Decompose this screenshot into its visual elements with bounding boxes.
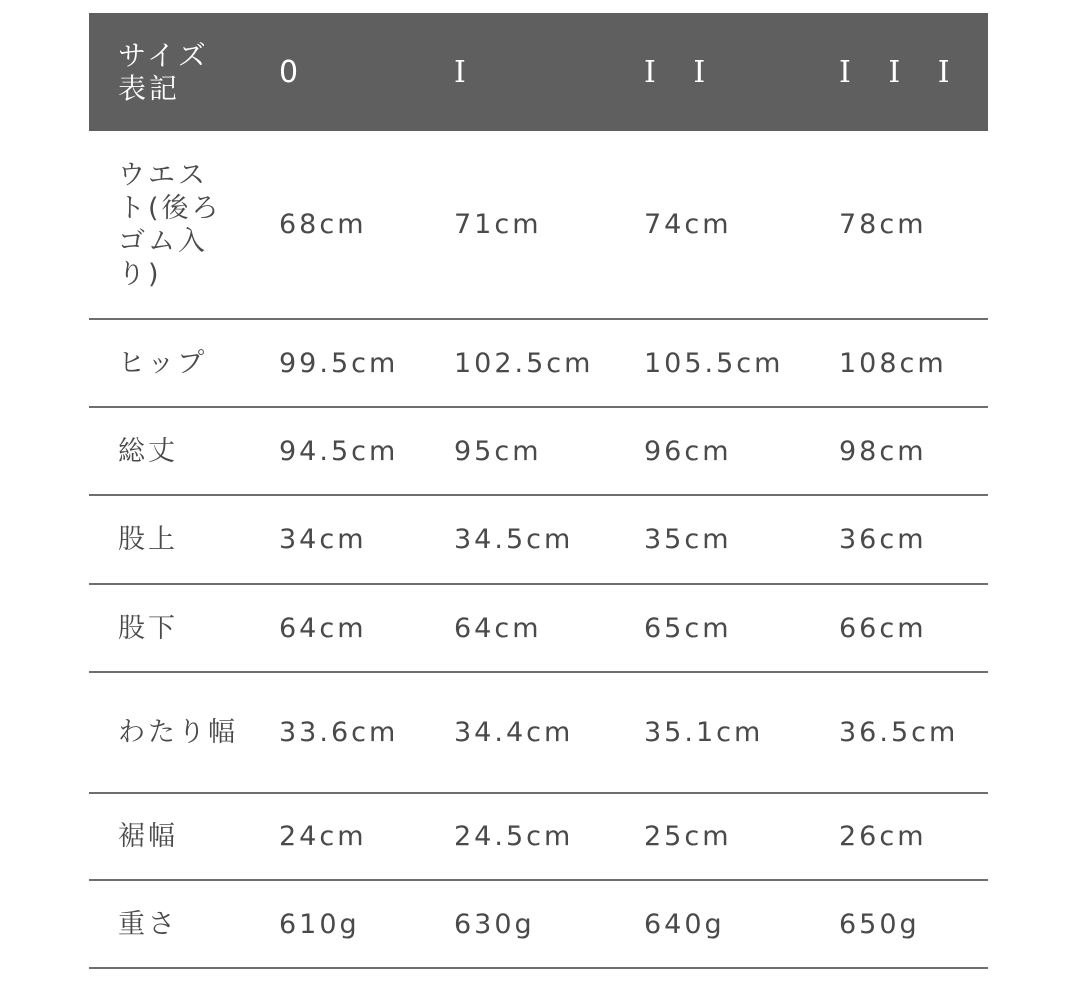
row-label: 重さ — [118, 908, 178, 940]
table-cell: 99.5cm — [279, 347, 399, 379]
table-row-thigh-width — [89, 673, 988, 794]
thigh-width-label: わたり幅 — [118, 717, 238, 748]
table-cell: 68cm — [279, 209, 367, 240]
table-cell: 24.5cm — [454, 821, 574, 852]
table-cell: 78cm — [839, 209, 927, 240]
table-cell: 94.5cm — [279, 435, 399, 467]
table-cell: 95cm — [454, 435, 542, 467]
table-cell: 66cm — [839, 612, 927, 644]
table-cell: 64cm — [454, 612, 542, 644]
row-label: ヒップ — [118, 347, 208, 379]
header-size-3: I I I — [839, 54, 964, 90]
waist-label: ウエスト(後ろゴム入り) — [118, 159, 222, 290]
table-cell: 35cm — [644, 524, 732, 555]
table-cell: 610g — [279, 908, 360, 940]
table-cell: 74cm — [644, 209, 732, 240]
table-cell: 640g — [644, 908, 725, 940]
table-cell: 35.1cm — [644, 717, 764, 748]
table-cell: 34.4cm — [454, 717, 574, 748]
table-cell: 25cm — [644, 821, 732, 852]
table-cell: 64cm — [279, 612, 367, 644]
table-cell: 108cm — [839, 347, 947, 379]
row-label: 股下 — [118, 612, 178, 644]
table-row-waist — [89, 131, 988, 320]
table-row-hem-width — [89, 794, 988, 881]
table-cell: 71cm — [454, 209, 542, 240]
table-cell: 105.5cm — [644, 347, 784, 379]
row-label: 総丈 — [118, 435, 178, 467]
size-notation-label: サイズ表記 — [118, 39, 209, 105]
row-label — [89, 159, 279, 291]
row-label: 裾幅 — [118, 821, 178, 852]
table-cell: 650g — [839, 908, 920, 940]
table-row-weight — [89, 881, 988, 969]
table-cell: 34.5cm — [454, 524, 574, 555]
table-cell: 96cm — [644, 435, 732, 467]
table-cell: 630g — [454, 908, 535, 940]
table-cell: 36cm — [839, 524, 927, 555]
header-size-1: I — [454, 54, 480, 90]
table-cell: 98cm — [839, 435, 927, 467]
table-cell: 33.6cm — [279, 717, 399, 748]
table-row-hip — [89, 320, 988, 408]
table-cell: 102.5cm — [454, 347, 594, 379]
table-row-total-length — [89, 408, 988, 496]
header-size-2: I I — [644, 54, 720, 90]
table-cell: 26cm — [839, 821, 927, 852]
header-label-cell — [89, 39, 279, 105]
table-row-rise — [89, 496, 988, 585]
table-header-row — [89, 13, 988, 131]
table-cell: 24cm — [279, 821, 367, 852]
table-cell: 34cm — [279, 524, 367, 555]
row-label — [89, 716, 279, 749]
size-table — [89, 13, 988, 969]
table-cell: 65cm — [644, 612, 732, 644]
header-size-0: 0 — [279, 54, 313, 90]
table-cell: 36.5cm — [839, 717, 959, 748]
row-label: 股上 — [118, 524, 178, 555]
table-row-inseam — [89, 585, 988, 673]
